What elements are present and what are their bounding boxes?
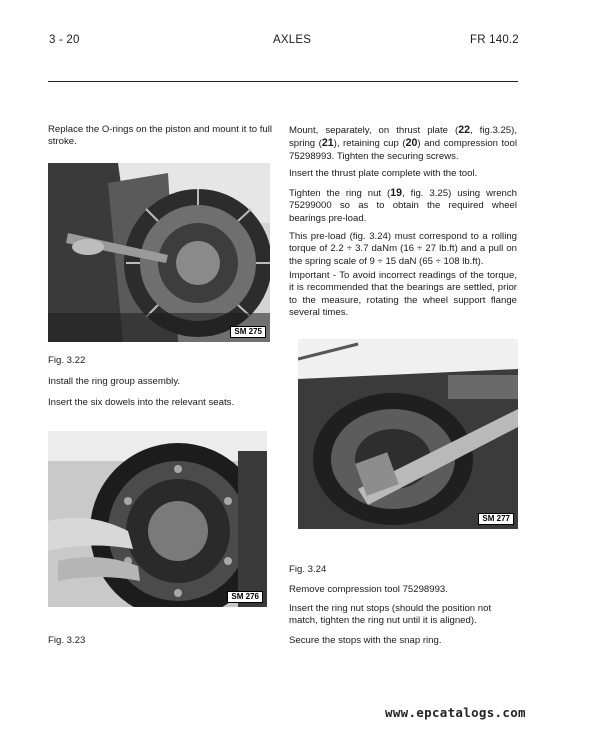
photo-id-label: SM 275 xyxy=(230,326,266,338)
preload-paragraph: This pre-load (fig. 3.24) must correspond to a rolling torque of 2.2 ÷ 3.7 daNm (16 ÷ 27 lb.ft) and a pull on the spring scale of 9 ÷ 15 daN (65 ÷ 108 lb.ft). xyxy=(289,231,517,267)
section-title: AXLES xyxy=(273,34,312,46)
text-run: Mount, separately, on thrust plate ( xyxy=(289,125,459,136)
oring-paragraph: Replace the O-rings on the piston and mount it to full stroke. xyxy=(48,124,272,148)
ref-number: 19 xyxy=(390,187,403,199)
photo-id-label: SM 277 xyxy=(478,513,514,525)
photo-wrench-tightening xyxy=(298,339,518,529)
text-run: ) and compression tool 75298993. Tighten the securing screws. xyxy=(289,138,517,162)
text-run: , fig. 3.25) using wrench 75299000 so as to obtain the required wheel bearings pre-load. xyxy=(289,188,518,224)
ref-number: 20 xyxy=(405,137,418,150)
watermark-url: www.epcatalogs.com xyxy=(385,705,526,720)
figure-caption: Fig. 3.23 xyxy=(48,635,86,646)
page-number: 3 - 20 xyxy=(49,34,80,46)
header-rule xyxy=(48,81,518,82)
model-code: FR 140.2 xyxy=(470,34,519,46)
figure-caption: Fig. 3.22 xyxy=(48,355,86,366)
insert-plate-paragraph: Insert the thrust plate complete with the tool. xyxy=(289,168,478,179)
text-run: Tighten the ring nut ( xyxy=(289,188,391,199)
text-run: ), retaining cup ( xyxy=(333,138,406,150)
insert-stops-paragraph: Insert the ring nut stops (should the position not match, tighten the ring nut until it is aligned). xyxy=(289,603,492,627)
secure-stops-paragraph: Secure the stops with the snap ring. xyxy=(289,635,442,646)
ref-number: 21 xyxy=(321,137,334,150)
important-note: Important - To avoid incorrect readings of the torque, it is recommended that the bearings are settled, prior to the measure, rotating the wheel support flange several times. xyxy=(289,270,517,319)
figure-caption: Fig. 3.24 xyxy=(289,564,327,575)
tighten-paragraph xyxy=(289,187,517,225)
ref-number: 22 xyxy=(458,124,470,136)
dowels-paragraph: Insert the six dowels into the relevant seats. xyxy=(48,397,235,408)
photo-piston-assembly xyxy=(48,163,270,342)
remove-tool-paragraph: Remove compression tool 75298993. xyxy=(289,584,448,595)
photo-ring-group xyxy=(48,431,267,607)
mount-paragraph xyxy=(289,124,517,163)
install-paragraph: Install the ring group assembly. xyxy=(48,376,181,387)
photo-id-label: SM 276 xyxy=(227,591,263,603)
text-run: , fig.3.25), spring ( xyxy=(289,125,517,150)
